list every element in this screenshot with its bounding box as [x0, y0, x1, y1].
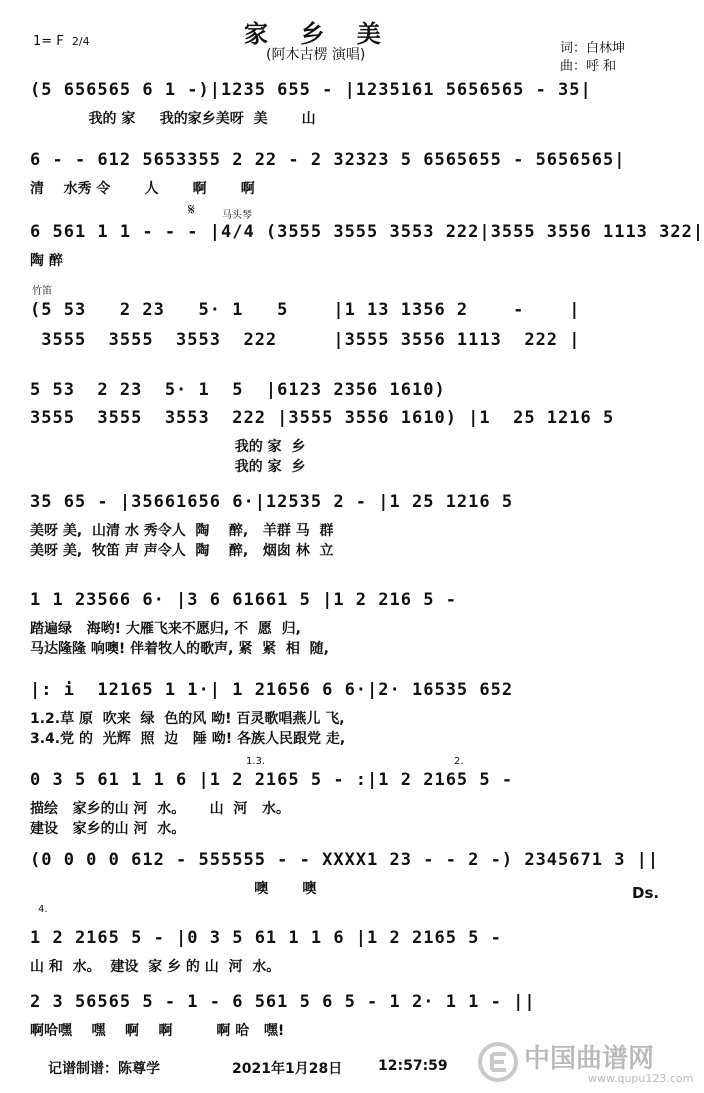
note-row: (5 53 2 23 5· 1 5 |1 13 1356 2 - | — [30, 300, 581, 320]
lyric-row: 马达隆隆 响噢! 伴着牧人的歌声, 紧 紧 相 随, — [30, 641, 329, 657]
logo-text: 中国曲谱网 — [524, 1044, 655, 1074]
lyric-row: 陶 醉 — [30, 253, 63, 269]
note-row: 3555 3555 3553 222 |3555 3556 1113 222 | — [30, 330, 581, 350]
logo-url: www.qupu123.com — [588, 1072, 694, 1085]
composer: 曲：呼 和 — [560, 59, 617, 74]
volta-1-3: 1.3. — [246, 756, 266, 767]
ds-marker: Ds. — [632, 884, 660, 902]
lyric-row: 1.2.草 原 吹来 绿 色的风 呦! 百灵歌唱燕儿 飞, — [30, 711, 345, 727]
note-row: 3555 3555 3553 222 |3555 3556 1610) |1 25 1216 5 — [30, 408, 615, 428]
note-row: 6 561 1 1 - - - |4/4 (3555 3555 3553 222|3555 3556 1113 322| — [30, 222, 704, 242]
note-row: 6 - - 612 5653355 2 22 - 2 32323 5 6565655 - 5656565| — [30, 150, 626, 170]
note-row: 1 2 2165 5 - |0 3 5 61 1 1 6 |1 2 2165 5 - — [30, 928, 514, 948]
lyric-row: 我的 家 乡 — [30, 439, 306, 455]
volta-2: 2. — [454, 756, 464, 767]
page-title: 家 乡 美 — [244, 19, 393, 48]
note-row: 2 3 56565 5 - 1 - 6 561 5 6 5 - 1 2· 1 1 - || — [30, 992, 536, 1012]
engrave-date: 2021年1月28日 — [232, 1061, 343, 1077]
note-row: (0 0 0 0 612 - 555555 - - XXXX1 23 - - 2 -) 2345671 3 || — [30, 850, 660, 870]
note-row: |: i 12165 1 1·| 1 21656 6 6·|2· 16535 652 — [30, 680, 514, 700]
key-text: 1= F — [33, 34, 64, 49]
page-subtitle: (阿木古楞 演唱) — [266, 47, 366, 63]
key-signature — [33, 34, 90, 49]
note-row: 1 1 23566 6· |3 6 61661 5 |1 2 216 5 - — [30, 590, 469, 610]
instrument-label-matouqin: 马头琴 — [222, 210, 252, 221]
note-row: 0 3 5 61 1 1 6 |1 2 2165 5 - :|1 2 2165 5 - — [30, 770, 525, 790]
logo-icon — [476, 1040, 520, 1084]
lyric-row: 美呀 美, 牧笛 声 声令人 陶 醉, 烟囱 林 立 — [30, 543, 334, 559]
lyric-row: 我的 家 乡 — [30, 459, 306, 475]
instrument-label-dizi: 竹笛 — [32, 286, 52, 297]
note-row: 35 65 - |35661656 6·|12535 2 - |1 25 1216 5 — [30, 492, 514, 512]
segno-icon: 𝄋 — [188, 200, 195, 219]
volta-4: 4. — [38, 904, 48, 915]
lyric-row: 3.4.党 的 光辉 照 边 陲 呦! 各族人民跟党 走, — [30, 731, 346, 747]
lyric-row: 踏遍绿 海哟! 大雁飞来不愿归, 不 愿 归, — [30, 621, 301, 637]
note-row: 5 53 2 23 5· 1 5 |6123 2356 1610) — [30, 380, 446, 400]
lyric-row: 山 和 水。 建设 家 乡 的 山 河 水。 — [30, 959, 281, 975]
lyricist: 词：白林坤 — [560, 41, 626, 56]
lyric-row: 清 水秀 令 人 啊 啊 — [30, 181, 255, 197]
time-signature: 2/4 — [71, 35, 90, 48]
lyric-row: 噢 噢 — [30, 881, 317, 897]
engraver-credit: 记谱制谱：陈尊学 — [48, 1061, 160, 1077]
lyric-row: 我的 家 我的家乡美呀 美 山 — [30, 111, 316, 127]
credits — [560, 40, 625, 76]
lyric-row: 描绘 家乡的山 河 水。 山 河 水。 — [30, 801, 290, 817]
lyric-row: 啊哈嘿 嘿 啊 啊 啊 哈 嘿! — [30, 1023, 285, 1039]
engrave-time: 12:57:59 — [378, 1058, 448, 1074]
lyric-row: 建设 家乡的山 河 水。 — [30, 821, 186, 837]
site-logo — [476, 1038, 694, 1088]
note-row: (5 656565 6 1 -)|1235 655 - |1235161 5656565 - 35| — [30, 80, 592, 100]
lyric-row: 美呀 美, 山清 水 秀令人 陶 醉, 羊群 马 群 — [30, 523, 334, 539]
